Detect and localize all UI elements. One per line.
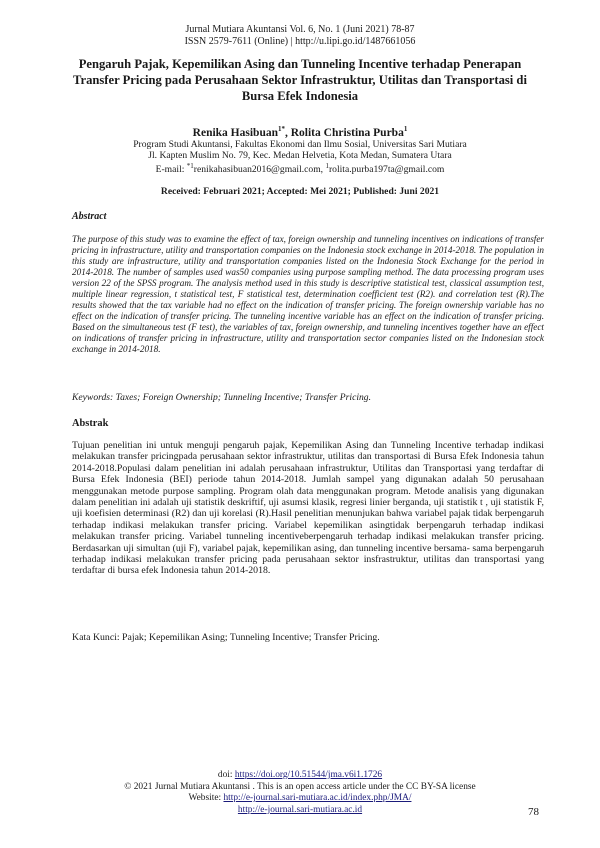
email-mark: *1 [186, 162, 194, 171]
website-link[interactable]: http://e-journal.sari-mutiara.ac.id/index.php/JMA/ [223, 793, 412, 804]
author-list [0, 122, 600, 140]
abstract-text: The purpose of this study was to examine the effect of tax, foreign ownership and tunneling incentives on indications of transfer pricing in infrastructure, utility and transportation companies on the Indonesia stock exchange in 2014-2018. The population in this study are infrastructure, utility and transportation companies listed on the Indonesia Stock Exchange for the period in 2014-2018. The number of samples used was50 companies using purpose sampling method. The data processing program uses version 22 of the SPSS program. The analysis method used in this study is descriptive statistical test, classical assumption test, multiple linear regression, t statistical test, F statistical test, determination coefficient test (R2). and correlation test (R).The results showed that the tax variable had no effect on the indication of transfer pricing. The foreign ownership variable has no effect on the indication of transfer pricing. The tunneling incentive variable has an effect on the indication of transfer pricing. Based on the simultaneous test (F test), the variables of tax, foreign ownership, and tunneling incentives together have an effect on indications of transfer pricing in infrastructure, utility and transportation sector companies listed on the Indonesian stock exchange in 2014-2018. [72, 234, 544, 354]
journal-citation-line: Jurnal Mutiara Akuntansi Vol. 6, No. 1 (Juni 2021) 78-87 [185, 24, 415, 35]
keywords-english: Keywords: Taxes; Foreign Ownership; Tunneling Incentive; Transfer Pricing. [72, 392, 371, 403]
doi-label: doi: [217, 770, 235, 780]
abstrak-text: Tujuan penelitian ini untuk menguji pengaruh pajak, Kepemilikan Asing dan Tunneling Incentive terhadap indikasi melakukan transfer pricingpada perusahaan sektor infrastruktur, utilitas dan transportasi di Bursa Efek Indonesia tahun 2014-2018.Populasi dalam penelitian ini adalah perusahaan infrastruktur, Utilitas dan Transportasi yang terdaftar di Bursa Efek Indonesia (BEI) periode tahun 2014-2018. Jumlah sampel yang digunakan adalah 50 perusahaan menggunakan metode purpose sampling. Program olah data menggunakan program. Metode analisis yang digunakan dalam penelitian ini adalah uji statistik deskriftif, uji asumsi klasik, regresi linier berganda, uji statistik t , uji statistik F, uji koefisien determinasi (R2) dan uji korelasi (R).Hasil penelitian menunjukan bahwa variabel pajak tidak berpengaruh terhadap indikasi melakukan transfer pricing. Variabel kepemilikan asingtidak berpengaruh terhadap indikasi melakukan transfer pricing. Variabel tunneling incentiveberpengaruh terhadap indikasi melakukan transfer pricing. Berdasarkan uji simultan (uji F), variabel pajak, kepemilikan asing, dan tunneling incentive bersama- sama berpengaruh terhadap indikasi melakukan transfer pricing pada perusahaan sektor insfrastruktur, utilitas dan transportasi yang terdaftar di bursa efek Indonesia tahun 2014-2018. [72, 440, 544, 577]
journal-home-line [0, 805, 600, 817]
paper-title: Pengaruh Pajak, Kepemilikan Asing dan Tunneling Incentive terhadap Penerapan Transfer Pricing pada Perusahaan Sektor Infrastruktur, Utilitas dan Transportasi di Bursa Efek Indonesia [73, 57, 527, 103]
issn-line: ISSN 2579-7611 (Online) | http://u.lipi.go.id/1487661056 [184, 36, 416, 47]
affiliation-block [0, 139, 600, 176]
publication-dates: Received: Februari 2021; Accepted: Mei 2021; Published: Juni 2021 [160, 186, 440, 197]
page-number: 78 [528, 806, 539, 818]
abstrak-heading: Abstrak [72, 418, 109, 429]
journal-header [0, 24, 600, 48]
email-address: renikahasibuan2016@gmail.com, [193, 164, 326, 176]
website-line [0, 793, 600, 805]
doi-line [0, 770, 600, 782]
email-address: rolita.purba197ta@gmail.com [328, 164, 445, 176]
website-label: Website: [188, 793, 224, 804]
author-name: Renika Hasibuan [192, 126, 278, 139]
journal-home-link[interactable]: http://e-journal.sari-mutiara.ac.id [237, 804, 363, 815]
author-name: Rolita Christina Purba [290, 126, 404, 139]
affiliation-institution: Program Studi Akuntansi, Fakultas Ekonomi dan Ilmu Sosial, Universitas Sari Mutiara [133, 139, 467, 150]
author-separator: , [284, 126, 291, 139]
page-footer [0, 770, 600, 816]
abstract-heading: Abstract [72, 211, 107, 222]
email-mark: 1 [325, 162, 329, 171]
keywords-indonesian: Kata Kunci: Pajak; Kepemilikan Asing; Tunneling Incentive; Transfer Pricing. [72, 632, 380, 643]
doi-link[interactable]: https://doi.org/10.51544/jma.v6i1.1726 [234, 770, 383, 780]
license-line: © 2021 Jurnal Mutiara Akuntansi . This is an open access article under the CC BY-SA license [124, 781, 476, 792]
affiliation-address: Jl. Kapten Muslim No. 79, Kec. Medan Helvetia, Kota Medan, Sumatera Utara [148, 150, 452, 162]
author-emails [0, 161, 600, 175]
author-affiliation-mark: 1 [403, 125, 408, 133]
author-affiliation-mark: 1* [277, 125, 285, 133]
email-label: E-mail: [155, 164, 187, 176]
